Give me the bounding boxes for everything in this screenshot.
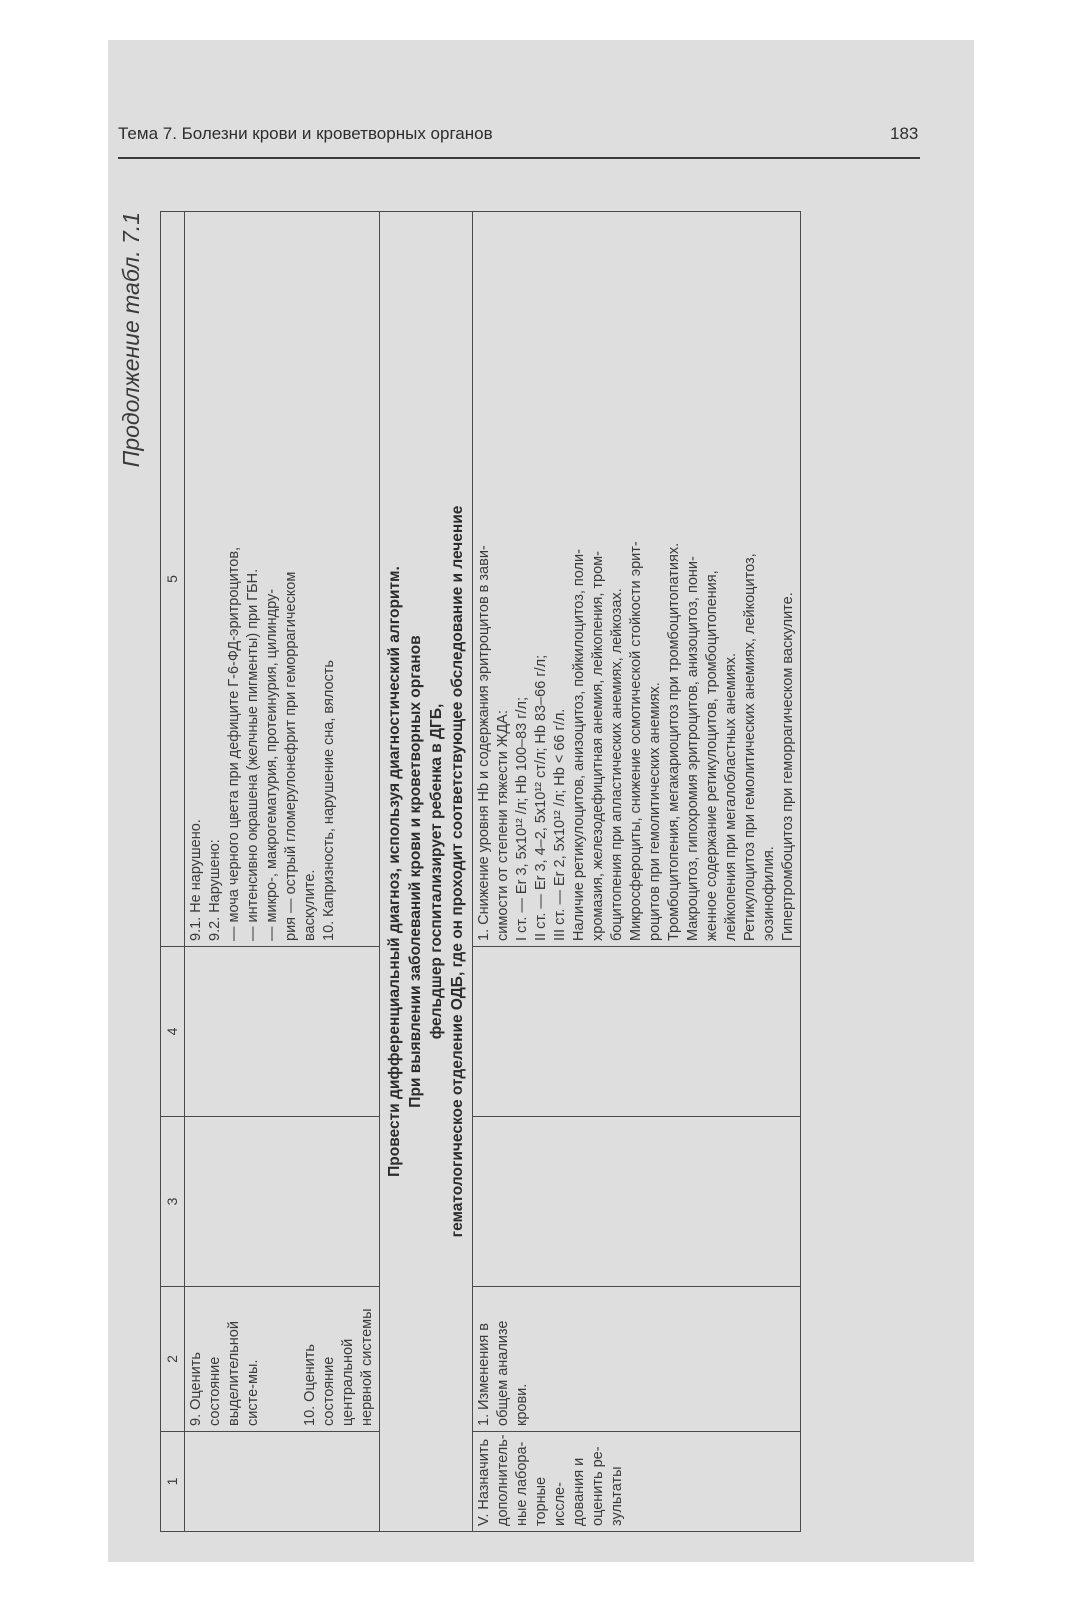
column-number: 1 xyxy=(161,1432,185,1532)
finding-line: роцитов при гемолитических анемиях. xyxy=(647,682,663,941)
finding-line: — микро-, макрогематурия, протеинурия, цилиндру- xyxy=(264,588,280,941)
finding-line: — интенсивно окрашена (желчные пигменты) при ГБН. xyxy=(245,568,261,941)
finding-line: эозинофилия. xyxy=(761,846,777,941)
continuation-label: Продолжение табл. 7.1 xyxy=(118,212,144,468)
finding-line: рия — острый гломерулонефрит при геморрагическом xyxy=(283,571,299,941)
cell-action xyxy=(185,1287,380,1432)
finding-line: васкулите. xyxy=(302,869,318,941)
cell-action: 1. Изменения в общем анализе крови. xyxy=(473,1287,801,1432)
table-row xyxy=(185,212,380,1532)
finding-line: лейкопения при мегалобластных анемиях. xyxy=(723,652,739,941)
column-number-row xyxy=(161,212,185,1532)
finding-line: Макроцитоз, гипохромия эритроцитов, анизоцитоз, пони- xyxy=(685,556,701,941)
table-row xyxy=(473,212,801,1532)
cell-findings xyxy=(185,212,380,947)
algorithm-note-line: Провести дифференциальный диагноз, используя диагностический алгоритм. xyxy=(386,566,403,1177)
finding-line: II ст. — Er 3, 4–2, 5x10¹² ст/л; Hb 83–66 г/л; xyxy=(533,654,549,941)
cell-col3 xyxy=(473,1117,801,1287)
cell-col4 xyxy=(473,947,801,1117)
action-item-10: 10. Оценить состояние центральной нервной системы xyxy=(302,1308,375,1426)
algorithm-note-line: гематологическое отделение ОДБ, где он проходит соответствующее обследование и лечение xyxy=(449,505,466,1238)
action-item-9: 9. Оценить состояние выделительной систе-мы. xyxy=(188,1321,261,1426)
finding-line: 1. Снижение уровня Hb и содержания эритроцитов в зави- xyxy=(476,545,492,941)
column-number: 5 xyxy=(161,212,185,947)
algorithm-note-line: При выявлении заболеваний крови и кроветворных органов xyxy=(407,635,424,1108)
rotated-table-area xyxy=(116,192,906,1532)
cell-col3 xyxy=(185,1117,380,1287)
table-7-1 xyxy=(160,211,801,1532)
finding-line: — моча черного цвета при дефиците Г-6-ФД-эритроцитов, xyxy=(226,546,242,941)
finding-line: симости от степени тяжести ЖДА: xyxy=(495,710,511,941)
cell-stage xyxy=(185,1432,380,1532)
finding-line: женное содержание ретикулоцитов, тромбоцитопения, xyxy=(704,570,720,941)
cell-stage: V. Назначить дополнитель-ные лабора-торные иссле-дования и оценить ре-зультаты xyxy=(473,1432,801,1532)
finding-line: Тромбоцитопения, мегакариоцитоз при тромбоцитопатиях. xyxy=(666,542,682,941)
finding-line: 10. Капризность, нарушение сна, вялость xyxy=(321,660,337,941)
page-number: 183 xyxy=(890,124,919,143)
finding-line: I ст. — Er 3, 5x10¹² /л; Hb 100–83 г/л; xyxy=(514,696,530,941)
finding-line: Гипертромбоцитоз при геморрагическом васкулите. xyxy=(780,592,796,941)
finding-line: Ретикулоцитоз при гемолитических анемиях, лейкоцитоз, xyxy=(742,553,758,941)
finding-line: 9.1. Не нарушено. xyxy=(188,819,204,941)
column-number: 3 xyxy=(161,1117,185,1287)
column-number: 2 xyxy=(161,1287,185,1432)
finding-line: хромазия, железодефицитная анемия, лейкопения, тром- xyxy=(590,551,606,941)
finding-line: боцитопения при апластических анемиях, лейкозах. xyxy=(609,588,625,941)
algorithm-note xyxy=(380,212,473,1532)
column-number: 4 xyxy=(161,947,185,1117)
finding-line: Наличие ретикулоцитов, анизоцитоз, пойкилоцитоз, поли- xyxy=(571,549,587,941)
finding-line: III ст. — Er 2, 5x10¹² /л; Hb < 66 г/л. xyxy=(552,708,568,941)
finding-line: 9.2. Нарушено: xyxy=(207,839,223,941)
header-rule xyxy=(118,157,920,159)
algorithm-note-line: фельдшер госпитализирует ребенка в ДГБ, xyxy=(428,703,445,1040)
running-header-title: Тема 7. Болезни крови и кроветворных органов xyxy=(118,124,493,143)
divider-row xyxy=(380,212,473,1532)
cell-col4 xyxy=(185,947,380,1117)
finding-line: Микросфероциты, снижение осмотической стойкости эрит- xyxy=(628,541,644,941)
cell-findings xyxy=(473,212,801,947)
